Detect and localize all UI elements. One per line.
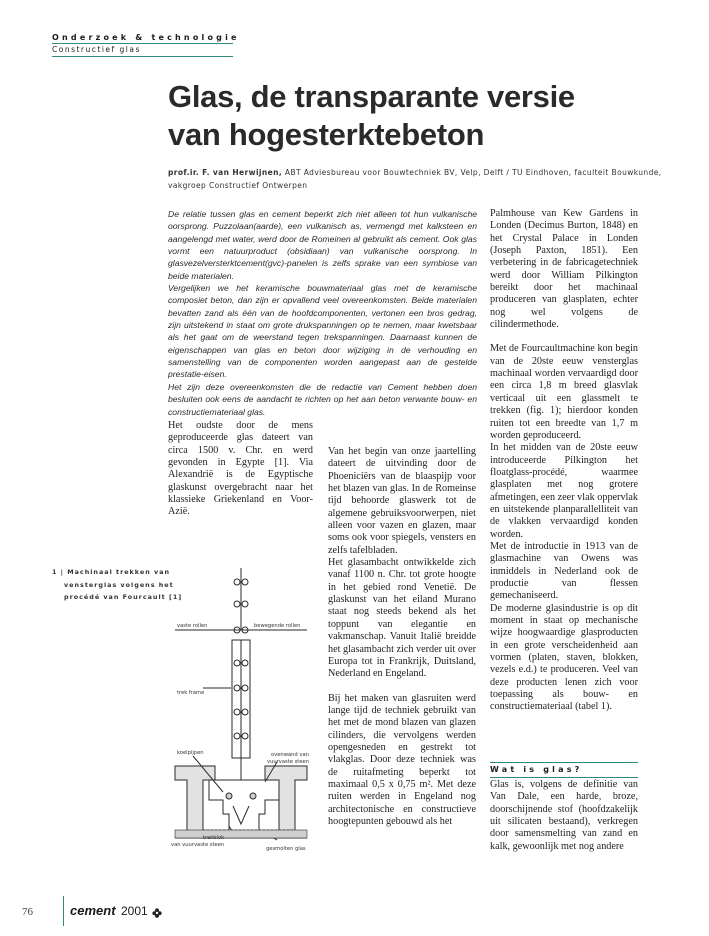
author-name: prof.ir. F. van Herwijnen,: [168, 168, 283, 177]
label-ovenwand-1: ovenwand van: [271, 752, 309, 758]
label-ovenwand-2: vuurvaste steen: [267, 759, 310, 765]
article-intro: [168, 208, 477, 418]
intro-paragraph-3: Het zijn deze overeenkomsten die de redactie van Cement hebben doen besluiten ook eens de aandacht te richten op het aan beton verwante bouw- en constructiemateriaal glas.: [168, 381, 477, 417]
sidebar-rule-bottom: [490, 777, 638, 778]
figure-caption: [52, 566, 183, 604]
fourcault-machine-figure: [165, 568, 325, 860]
body-column-3: [490, 208, 638, 714]
col1-paragraph-1: Het oudste door de mens geproduceerde glas dateert van circa 1500 v. Chr. en werd gevonden in Egypte [1]. Via Alexandrië is de Egyptische glaskunst overgebracht naar het klassieke Griekenland en Voor-Azië.: [168, 420, 313, 518]
col2-paragraph-2: Het glasambacht ontwikkelde zich vanaf 1100 n. Chr. tot grote hoogte in het gebied rond Venetië. De glaskunst van het eiland Murano staat nog steeds bekend als het toppunt van elegantie en vakmanschap. Vanuit Italië breidde het glasambacht zich verder uit over Europa tot in Frankrijk, Duitsland, Nederland en Engeland.: [328, 557, 476, 680]
caption-line-2: vensterglas volgens het: [64, 580, 174, 589]
sidebar-text: Glas is, volgens de definitie van Van Dale, een harde, broze, doorschijnende stof (hoofdzakelijk uit silicaten bestaand), verkregen door samensmelting van zand en kalk, gewoonlijk met nog andere: [490, 779, 638, 852]
author-affiliation-2: vakgroep Constructief Ontwerpen: [168, 181, 308, 190]
intro-paragraph-1: De relatie tussen glas en cement beperkt zich niet alleen tot hun vulkanische oorsprong. Puzzolaan(aarde), een vulkanisch as, vermengd met kalksteen en aangelengd met water, werd door de Romeinen al gebruikt als cement. Ook glas vormt een natuurproduct (obsidiaan) van vulkanische oorsprong. In glasvezelversterktcement(gvc)-panelen is zelfs sprake van een symbiose van beide materialen.: [168, 209, 477, 281]
intro-paragraph-2: Vergelijken we het keramische bouwmateriaal glas met de keramische composiet beton, dan zijn er opvallend veel overeenkomsten. Beide materialen bevatten zand als één van de hoofdcomponenten, vertonen een bros gedrag, zijn uitstekend in staat om grote drukspanningen op te nemen, maar kwetsbaar als het gaat om de weerstand tegen trekspanningen. Daarnaast kunnen de eigenschappen van glas en beton door wijziging in de verhouding en samenstelling van de componenten worden aangepast aan de gestelde prestatie-eisen.: [168, 283, 477, 380]
author-block: [168, 166, 668, 192]
label-gesmolten-glas: gesmolten glas: [266, 846, 306, 852]
label-trekblok-1: trekblok: [203, 835, 225, 841]
magazine-year: 2001: [121, 904, 148, 918]
label-koelpijpen: koelpijpen: [177, 750, 204, 756]
col3-paragraph-4: Met de introductie in 1913 van de glasmachine van Owens was inmiddels in Nederland ook de productie van flessen gemechaniseerd.: [490, 540, 638, 602]
flower-icon: [152, 905, 162, 915]
article-title: [168, 78, 668, 154]
col3-paragraph-5: De moderne glasindustrie is op dit moment in staat op mechanische wijze hoogwaardige glasproducten in een grote verscheidenheid aan vormen (platen, staven, blokken, vezels e.d.) te produceren. Veel van deze producten lenen zich voor toepassing als bouw- en constructiemateriaal (tabel 1).: [490, 602, 638, 713]
label-vaste-rollen: vaste rollen: [177, 623, 208, 629]
author-affiliation-1: ABT Adviesbureau voor Bouwtechniek BV, Velp, Delft / TU Eindhoven, faculteit Bouwkunde,: [284, 168, 662, 177]
col3-paragraph-1: Palmhouse van Kew Gardens in Londen (Decimus Burton, 1848) en het Crystal Palace in Londen (Joseph Paxton, 1851). Een verbetering in de fabricagetechniek werd door William Pilkington bereikt door het machinaal produceren van glasplaten, echter nog wel volgens de cilindermethode.: [490, 208, 638, 331]
title-line-1: Glas, de transparante versie: [168, 79, 575, 114]
caption-line-1: 1 | Machinaal trekken van: [52, 568, 171, 576]
body-column-2: [328, 446, 476, 828]
label-trekblok-2: van vuurvaste steen: [171, 842, 225, 848]
body-column-1: [168, 420, 313, 519]
col2-paragraph-3: Bij het maken van glasruiten werd lange tijd de techniek gebruikt van het met de mond blazen van glazen cilinders, die vervolgens werden opengesneden en gestrekt tot vlakglas. Door deze techniek was de ruitafmeting beperkt tot maximaal 0,5 x 0,75 m². Met deze ruiten werden in Engeland nog architectonische en constructieve hoogtepunten gebouwd als het: [328, 692, 476, 827]
header-rule-top: [52, 43, 233, 44]
label-trek-frame: trek frame: [177, 690, 205, 696]
magazine-logo: cement: [70, 903, 116, 918]
title-line-2: van hogesterktebeton: [168, 117, 485, 152]
section-label: Onderzoek & technologie: [52, 33, 240, 42]
footer-divider: [63, 896, 64, 926]
label-bewegende-rollen: bewegende rollen: [254, 623, 301, 629]
col2-paragraph-1: Van het begin van onze jaartelling dateert de uitvinding door de Phoeniciërs van de blaaspijp voor het blazen van glas. In de Romeinse tijd behoorde glaswerk tot de algemene gebruiksvoorwerpen, niet alleen voor vazen en glazen, maar soms ook voor spiegels, vensters en zelfs tafelbladen.: [328, 446, 476, 556]
sidebar-heading: Wat is glas?: [490, 765, 583, 774]
sidebar-rule-top: [490, 762, 638, 763]
col3-paragraph-3: In het midden van de 20ste eeuw introduceerde Pilkington het floatglass-procédé, waarmee glasplaten met nog grotere afmetingen, een zeer vlak oppervlak en uitstekende planparallelliteit van de vlakken vervaardigd konden worden.: [490, 442, 638, 540]
caption-line-3: procédé van Fourcault [1]: [64, 593, 183, 601]
col3-paragraph-2: Met de Fourcaultmachine kon begin van de 20ste eeuw vensterglas machinaal worden vervaardigd door een circa 1,8 m breed glasvlak verticaal uit een glassmelt te trekken (fig. 1); hierdoor konden ruiten tot een breedte van 1,7 m worden geproduceerd.: [490, 343, 638, 441]
page-number: 76: [22, 906, 33, 918]
header-rule-bottom: [52, 56, 233, 57]
subsection-label: Constructief glas: [52, 45, 141, 54]
